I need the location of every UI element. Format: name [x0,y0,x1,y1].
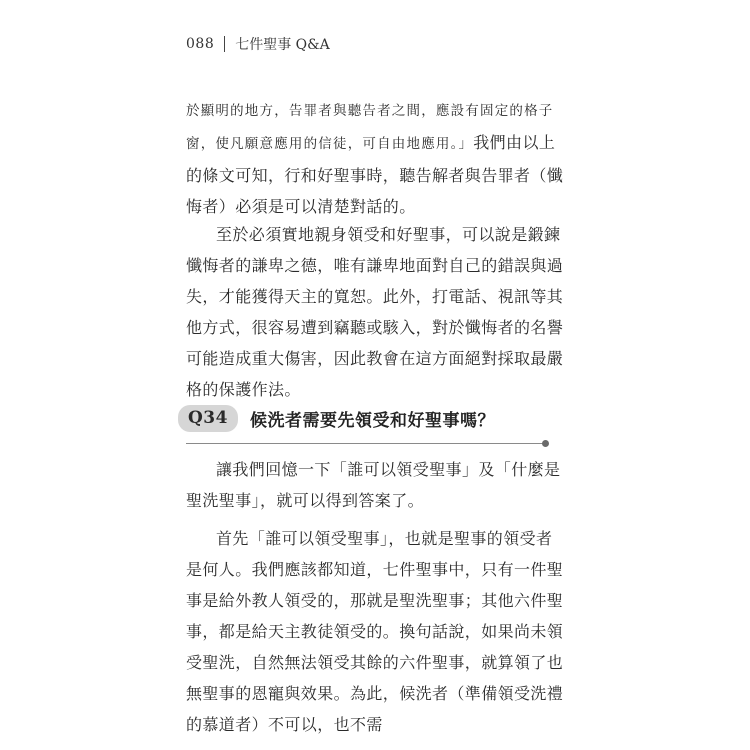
paragraph-2: 至於必須實地親身領受和好聖事，可以說是鍛鍊懺悔者的謙卑之德，唯有謙卑地面對自己的錯誤與過失，才能獲得天主的寬恕。此外，打電話、視訊等其他方式，很容易遭到竊聽或駭入，對於懺悔者的名譽可能造成重大傷害，因此教會在這方面絕對採取最嚴格的保護作法。 [186,225,564,399]
paragraph-1-text: 我們由以上的條文可知，行和好聖事時，聽告解者與告罪者（懺悔者）必須是可以清楚對話的。 [186,133,564,216]
page-number: 088 [186,36,215,52]
question-title: 候洗者需要先領受和好聖事嗎？ [249,411,495,431]
paragraph-1 [186,94,566,222]
divider-dot-ornament [542,440,549,447]
question-heading [178,405,495,432]
question-number-badge: Q34 [178,405,238,432]
running-title: 七件聖事 Q&A [235,37,330,53]
header-divider [224,36,225,52]
quoted-canon-text: 於顯明的地方，告罪者與聽告者之間，應設有固定的格子窗，使凡願意應用的信徒，可自由地應用。」 [186,103,554,152]
paragraph-4: 首先「誰可以領受聖事」，也就是聖事的領受者是何人。我們應該都知道，七件聖事中，只有一件聖事是給外教人領受的，那就是聖洗聖事；其他六件聖事，都是給天主教徒領受的。換句話說，如果尚未領受聖洗，自然無法領受其餘的六件聖事，就算領了也無聖事的恩寵與效果。為此，候洗者（準備領受洗禮的慕道者）不可以，也不需 [186,529,564,734]
paragraph-3: 讓我們回憶一下「誰可以領受聖事」及「什麼是聖洗聖事」，就可以得到答案了。 [186,460,561,510]
question-divider-line [186,443,544,444]
running-header [186,34,330,54]
